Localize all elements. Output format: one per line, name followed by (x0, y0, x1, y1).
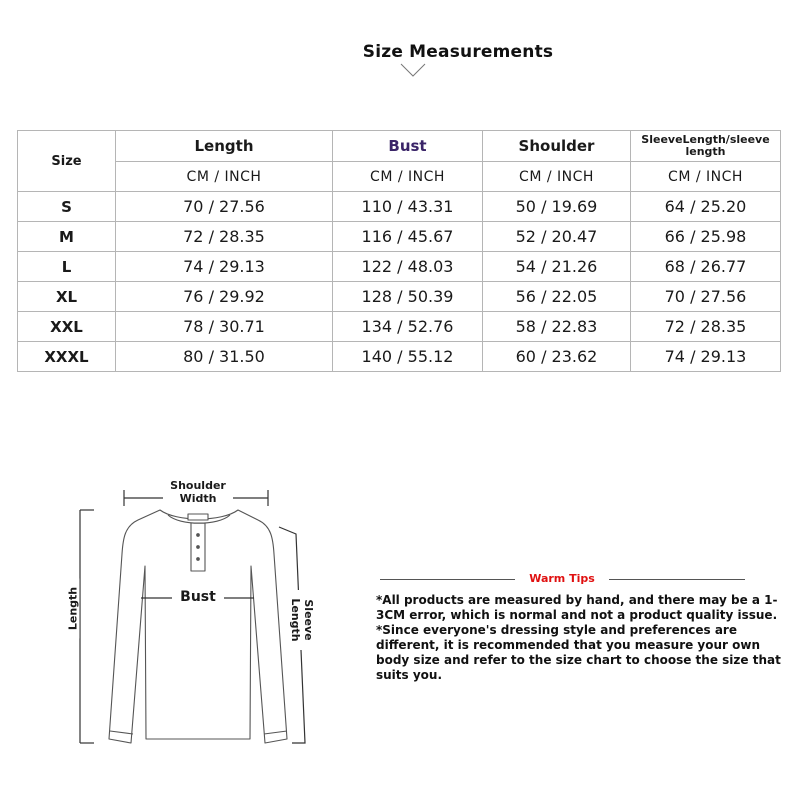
sleeve-length-value: 72 / 28.35 (631, 312, 781, 342)
bust-value: 134 / 52.76 (333, 312, 483, 342)
table-row (18, 192, 781, 222)
length-label: Length (67, 579, 80, 639)
header-row (18, 131, 781, 162)
length-value: 74 / 29.13 (116, 252, 333, 282)
warm-tips-title: Warm Tips (529, 572, 595, 585)
size-label: S (18, 192, 116, 222)
shoulder-value: 60 / 23.62 (483, 342, 631, 372)
shoulder-value: 50 / 19.69 (483, 192, 631, 222)
bust-value: 110 / 43.31 (333, 192, 483, 222)
table-row (18, 252, 781, 282)
unit-label: CM / INCH (631, 162, 781, 192)
table-row (18, 222, 781, 252)
tips-divider-right (609, 579, 745, 580)
shirt-measurement-diagram (0, 460, 360, 760)
shoulder-column-header: Shoulder (483, 131, 631, 162)
chevron-down-icon (400, 62, 426, 78)
unit-row (18, 162, 781, 192)
bust-value: 128 / 50.39 (333, 282, 483, 312)
shoulder-value: 54 / 21.26 (483, 252, 631, 282)
length-value: 78 / 30.71 (116, 312, 333, 342)
sleeve-length-value: 68 / 26.77 (631, 252, 781, 282)
length-column-header: Length (116, 131, 333, 162)
length-value: 72 / 28.35 (116, 222, 333, 252)
table-row (18, 282, 781, 312)
tips-divider-left (380, 579, 515, 580)
unit-label: CM / INCH (333, 162, 483, 192)
bust-label: Bust (172, 591, 224, 604)
sleeve-length-label: Sleeve Length (289, 590, 315, 650)
page-title: Size Measurements (362, 42, 554, 62)
size-label: XL (18, 282, 116, 312)
warm-tips-text: *All products are measured by hand, and there may be a 1-3CM error, which is normal and not a product quality issue. *Since everyone's dressing style and preferences are different, it is recommended that you measure your own body size and refer to the size chart to choose the size that suits you. (376, 593, 781, 682)
sleeve-length-value: 66 / 25.98 (631, 222, 781, 252)
shoulder-value: 58 / 22.83 (483, 312, 631, 342)
length-value: 76 / 29.92 (116, 282, 333, 312)
sleeve-length-value: 70 / 27.56 (631, 282, 781, 312)
size-label: XXL (18, 312, 116, 342)
sleeve-length-value: 64 / 25.20 (631, 192, 781, 222)
length-value: 70 / 27.56 (116, 192, 333, 222)
shoulder-value: 56 / 22.05 (483, 282, 631, 312)
bust-value: 116 / 45.67 (333, 222, 483, 252)
table-row (18, 342, 781, 372)
length-value: 80 / 31.50 (116, 342, 333, 372)
size-chart-table (17, 130, 781, 372)
table-row (18, 312, 781, 342)
size-column-header: Size (18, 131, 116, 192)
shoulder-width-label: Shoulder Width (163, 479, 233, 505)
sleeve-length-value: 74 / 29.13 (631, 342, 781, 372)
bust-value: 140 / 55.12 (333, 342, 483, 372)
size-label: XXXL (18, 342, 116, 372)
bust-value: 122 / 48.03 (333, 252, 483, 282)
bust-column-header: Bust (333, 131, 483, 162)
size-label: L (18, 252, 116, 282)
shoulder-value: 52 / 20.47 (483, 222, 631, 252)
unit-label: CM / INCH (483, 162, 631, 192)
size-label: M (18, 222, 116, 252)
sleeve-length-column-header: SleeveLength/sleeve length (631, 131, 781, 162)
unit-label: CM / INCH (116, 162, 333, 192)
